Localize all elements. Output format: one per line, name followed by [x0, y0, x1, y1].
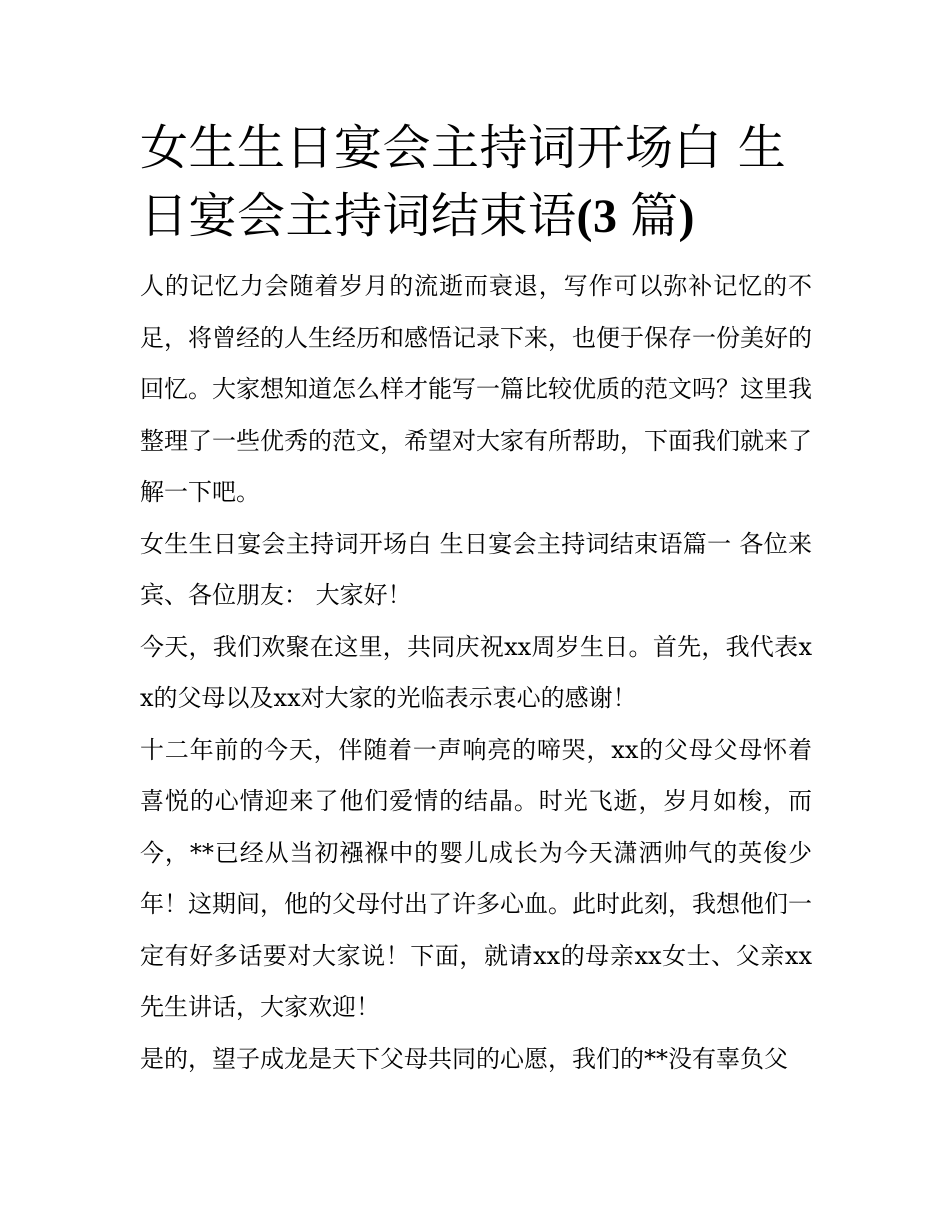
document-title [140, 114, 812, 251]
paragraph-intro: 人的记忆力会随着岁月的流逝而衰退，写作可以弥补记忆的不足，将曾经的人生经历和感悟记录下来，也便于保存一份美好的回忆。大家想知道怎么样才能写一篇比较优质的范文吗？这里我整理了一些优秀的范文，希望对大家有所帮助，下面我们就来了解一下吧。 [140, 272, 812, 506]
title-text: 女生生日宴会主持词开场白 生日宴会主持词结束语 [140, 120, 787, 244]
document-body [140, 261, 812, 1085]
document-content [140, 114, 812, 1085]
paragraph-wish: 是的，望子成龙是天下父母共同的心愿，我们的**没有辜负父 [140, 1044, 788, 1073]
paragraph-growth: 十二年前的今天，伴随着一声响亮的啼哭，xx的父母父母怀着喜悦的心情迎来了他们爱情的结晶。时光飞逝，岁月如梭，而今，**已经从当初襁褓中的婴儿成长为今天潇洒帅气的英俊少年！这期间，他的父母付出了许多心血。此时此刻，我想他们一定有好多话要对大家说！下面，就请xx的母亲xx女士、父亲xx先生讲话，大家欢迎！ [140, 735, 812, 1021]
paragraph-welcome: 今天，我们欢聚在这里，共同庆祝xx周岁生日。首先，我代表xx的父母以及xx对大家的光临表示衷心的感谢！ [140, 632, 812, 712]
paragraph-section-one-greeting: 女生生日宴会主持词开场白 生日宴会主持词结束语篇一 各位来宾、各位朋友： 大家好！ [140, 529, 812, 609]
title-count-unit: 篇 [630, 188, 679, 244]
title-count-open: (3 [576, 190, 630, 243]
title-count-close: ) [678, 190, 695, 243]
